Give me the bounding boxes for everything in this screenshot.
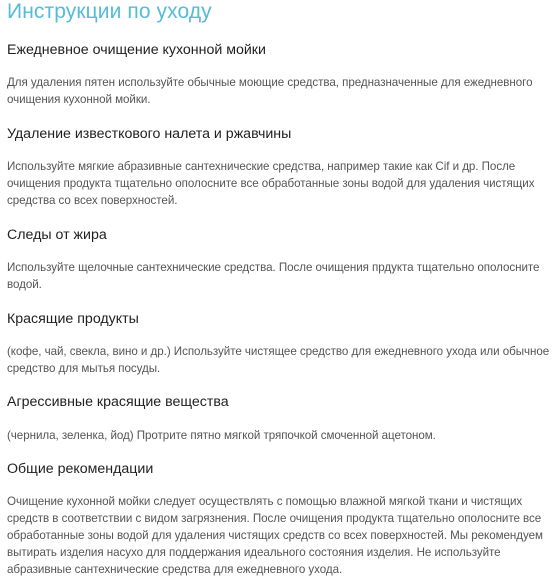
- page-title: Инструкции по уходу: [7, 0, 212, 23]
- section-heading-grease: Следы от жира: [7, 227, 107, 243]
- section-heading-daily-cleaning: Ежедневное очищение кухонной мойки: [7, 42, 266, 58]
- section-heading-limescale-rust: Удаление известкового налета и ржавчины: [7, 126, 292, 142]
- section-heading-general-recommendations: Общие рекомендации: [7, 461, 154, 477]
- section-text-limescale-rust: Используйте мягкие абразивные сантехнические средства, например такие как Cif и др. После очищения продукта тщательно ополосните все обработанные зоны водой для удаления чистящих средства со всех поверхностей.: [7, 160, 535, 207]
- section-heading-coloring-products: Красящие продукты: [7, 311, 139, 327]
- section-heading-aggressive-dyes: Агрессивные красящие вещества: [7, 394, 229, 410]
- section-text-aggressive-dyes: (чернила, зеленка, йод) Протрите пятно мягкой тряпочкой смоченной ацетоном.: [7, 429, 436, 442]
- section-text-general-recommendations: Очищение кухонной мойки следует осуществлять с помощью влажной мягкой ткани и чистящих средств в соответствии с видом загрязнения. После очищения продукта тщательно ополосните все обработанные зоны водой для удаления чистящих средств со всех поверхностей. Мы рекомендуем вытирать изделия насухо для поддержания идеального состояния изделия. Не используйте абразивные сантехнические средства для ежедневного ухода.: [7, 495, 543, 576]
- section-text-grease: Используйте щелочные сантехнические средства. После очищения прдукта тщательно ополосните водой.: [7, 261, 540, 291]
- section-text-daily-cleaning: Для удаления пятен используйте обычные моющие средства, предназначенные для ежедневного очищения кухонной мойки.: [7, 76, 533, 106]
- section-text-coloring-products: (кофе, чай, свекла, вино и др.) Используйте чистящее средство для ежедневного ухода или обычное средство для мытья посуды.: [7, 345, 550, 375]
